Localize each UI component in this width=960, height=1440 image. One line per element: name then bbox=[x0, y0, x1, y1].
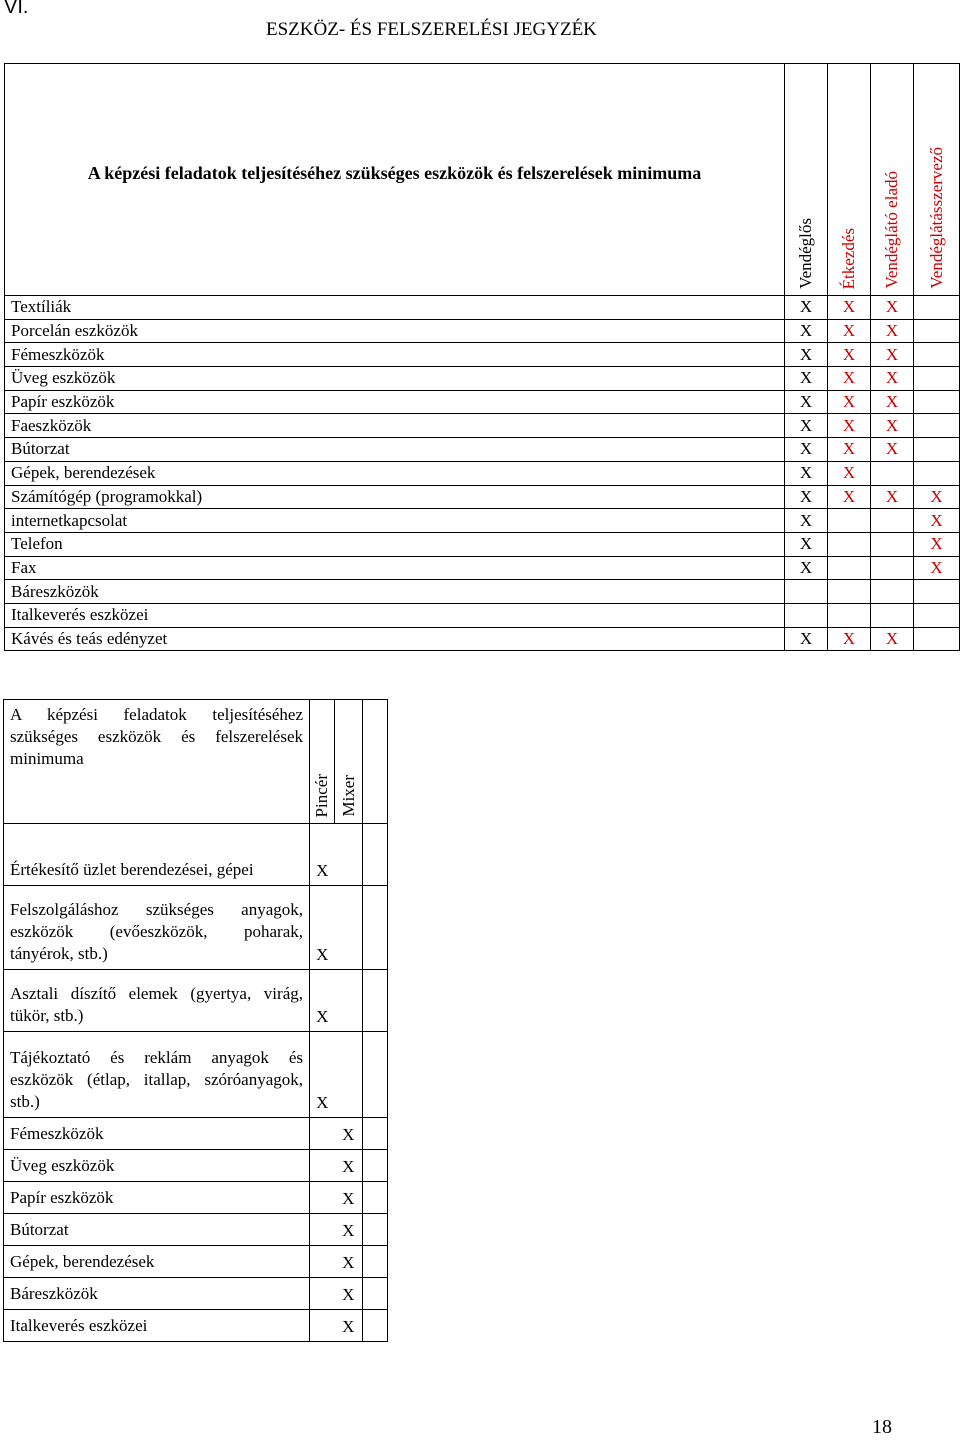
row-label: Papír eszközök bbox=[4, 1182, 310, 1214]
column-label: Vendéglátó eladó bbox=[882, 171, 901, 289]
table-row bbox=[5, 390, 960, 414]
mark-cell bbox=[914, 296, 960, 320]
mark-cell bbox=[310, 1214, 335, 1246]
mark-cell bbox=[828, 603, 871, 627]
table-row bbox=[5, 367, 960, 391]
empty-cell bbox=[363, 1118, 388, 1150]
mark-cell bbox=[828, 509, 871, 533]
mark-cell: X bbox=[914, 556, 960, 580]
row-label: internetkapcsolat bbox=[5, 509, 785, 533]
row-label: Bútorzat bbox=[5, 438, 785, 462]
mark-cell: X bbox=[785, 390, 828, 414]
table-row bbox=[5, 627, 960, 651]
mark-cell bbox=[335, 886, 363, 970]
mark-cell bbox=[914, 627, 960, 651]
column-label: Vendéglős bbox=[796, 218, 815, 289]
mark-cell: X bbox=[828, 438, 871, 462]
row-label: Üveg eszközök bbox=[5, 367, 785, 391]
mark-cell: X bbox=[828, 319, 871, 343]
mark-cell: X bbox=[871, 627, 914, 651]
table-row bbox=[4, 1278, 388, 1310]
table-row bbox=[5, 414, 960, 438]
row-label: Felszolgáláshoz szükséges anyagok, eszközök (evőeszközök, poharak, tányérok, stb.) bbox=[4, 886, 310, 970]
mark-cell bbox=[828, 580, 871, 604]
mark-cell bbox=[310, 1246, 335, 1278]
mark-cell: X bbox=[828, 485, 871, 509]
table-row bbox=[4, 1032, 388, 1118]
empty-cell bbox=[363, 970, 388, 1032]
table1-header-row bbox=[5, 64, 960, 296]
mark-cell: X bbox=[828, 343, 871, 367]
mark-cell: X bbox=[335, 1182, 363, 1214]
mark-cell bbox=[785, 580, 828, 604]
mark-cell: X bbox=[914, 532, 960, 556]
mark-cell: X bbox=[871, 438, 914, 462]
row-label: Fax bbox=[5, 556, 785, 580]
mark-cell: X bbox=[335, 1278, 363, 1310]
section-number: VI. bbox=[4, 0, 29, 18]
empty-cell bbox=[363, 1246, 388, 1278]
mark-cell bbox=[828, 556, 871, 580]
row-label: Értékesítő üzlet berendezései, gépei bbox=[4, 824, 310, 886]
page-number: 18 bbox=[872, 1416, 892, 1438]
mark-cell bbox=[785, 603, 828, 627]
mark-cell: X bbox=[871, 390, 914, 414]
table-row bbox=[5, 438, 960, 462]
row-label: Faeszközök bbox=[5, 414, 785, 438]
row-label: Kávés és teás edényzet bbox=[5, 627, 785, 651]
row-label: Telefon bbox=[5, 532, 785, 556]
row-label: Tájékoztató és reklám anyagok és eszközök (étlap, itallap, szóróanyagok, stb.) bbox=[4, 1032, 310, 1118]
mark-cell: X bbox=[335, 1150, 363, 1182]
mark-cell bbox=[310, 1310, 335, 1342]
mark-cell bbox=[310, 1118, 335, 1150]
table-row bbox=[4, 1182, 388, 1214]
mark-cell: X bbox=[785, 627, 828, 651]
equipment-table-2 bbox=[3, 699, 388, 1342]
column-header-vendeglatasszervezo bbox=[914, 64, 960, 296]
mark-cell bbox=[914, 580, 960, 604]
table-row bbox=[5, 556, 960, 580]
row-label: Üveg eszközök bbox=[4, 1150, 310, 1182]
mark-cell: X bbox=[335, 1214, 363, 1246]
column-header-vendeglos bbox=[785, 64, 828, 296]
mark-cell: X bbox=[914, 485, 960, 509]
empty-cell bbox=[363, 1032, 388, 1118]
table-row bbox=[4, 1246, 388, 1278]
row-label: Fémeszközök bbox=[4, 1118, 310, 1150]
empty-cell bbox=[363, 700, 388, 824]
mark-cell bbox=[871, 509, 914, 533]
table-row bbox=[4, 1214, 388, 1246]
table-row bbox=[5, 343, 960, 367]
empty-cell bbox=[363, 1214, 388, 1246]
row-label: Báreszközök bbox=[5, 580, 785, 604]
column-header-mixer bbox=[335, 700, 363, 824]
column-label: Étkezdés bbox=[839, 227, 858, 289]
row-label: Asztali díszítő elemek (gyertya, virág, tükör, stb.) bbox=[4, 970, 310, 1032]
mark-cell bbox=[914, 319, 960, 343]
mark-cell bbox=[914, 367, 960, 391]
row-label: Fémeszközök bbox=[5, 343, 785, 367]
table-row bbox=[4, 1310, 388, 1342]
table-row bbox=[4, 970, 388, 1032]
mark-cell: X bbox=[785, 509, 828, 533]
column-header-vendeglato-elado bbox=[871, 64, 914, 296]
mark-cell: X bbox=[335, 1310, 363, 1342]
mark-cell: X bbox=[871, 485, 914, 509]
row-label: Gépek, berendezések bbox=[5, 461, 785, 485]
mark-cell bbox=[871, 461, 914, 485]
mark-cell bbox=[871, 556, 914, 580]
mark-cell bbox=[310, 1278, 335, 1310]
mark-cell bbox=[914, 461, 960, 485]
column-header-etkezdes bbox=[828, 64, 871, 296]
table1-header-text: A képzési feladatok teljesítéséhez szükséges eszközök és felszerelések minimuma bbox=[5, 64, 785, 296]
mark-cell: X bbox=[310, 824, 335, 886]
mark-cell: X bbox=[785, 461, 828, 485]
mark-cell: X bbox=[335, 1118, 363, 1150]
empty-cell bbox=[363, 1278, 388, 1310]
document-title: ESZKÖZ- ÉS FELSZERELÉSI JEGYZÉK bbox=[266, 19, 597, 40]
mark-cell: X bbox=[785, 556, 828, 580]
mark-cell: X bbox=[785, 438, 828, 462]
table-row bbox=[5, 485, 960, 509]
mark-cell: X bbox=[335, 1246, 363, 1278]
mark-cell bbox=[310, 1150, 335, 1182]
mark-cell bbox=[335, 1032, 363, 1118]
mark-cell bbox=[335, 970, 363, 1032]
row-label: Italkeverés eszközei bbox=[5, 603, 785, 627]
mark-cell: X bbox=[871, 367, 914, 391]
mark-cell: X bbox=[310, 886, 335, 970]
table-row bbox=[5, 296, 960, 320]
mark-cell bbox=[914, 438, 960, 462]
mark-cell: X bbox=[785, 485, 828, 509]
table-row bbox=[5, 509, 960, 533]
empty-cell bbox=[363, 1310, 388, 1342]
mark-cell: X bbox=[871, 414, 914, 438]
row-label: Bútorzat bbox=[4, 1214, 310, 1246]
mark-cell: X bbox=[785, 319, 828, 343]
mark-cell: X bbox=[828, 390, 871, 414]
mark-cell: X bbox=[785, 296, 828, 320]
empty-cell bbox=[363, 1182, 388, 1214]
mark-cell bbox=[914, 390, 960, 414]
mark-cell: X bbox=[785, 414, 828, 438]
row-label: Italkeverés eszközei bbox=[4, 1310, 310, 1342]
mark-cell: X bbox=[871, 319, 914, 343]
table2-header-text: A képzési feladatok teljesítéséhez szükséges eszközök és felszerelések minimuma bbox=[4, 700, 310, 824]
row-label: Gépek, berendezések bbox=[4, 1246, 310, 1278]
mark-cell: X bbox=[828, 414, 871, 438]
mark-cell: X bbox=[828, 367, 871, 391]
table-row bbox=[5, 603, 960, 627]
row-label: Papír eszközök bbox=[5, 390, 785, 414]
mark-cell: X bbox=[785, 367, 828, 391]
mark-cell bbox=[828, 532, 871, 556]
mark-cell bbox=[310, 1182, 335, 1214]
row-label: Porcelán eszközök bbox=[5, 319, 785, 343]
table-row bbox=[5, 319, 960, 343]
row-label: Textíliák bbox=[5, 296, 785, 320]
table2-header-row bbox=[4, 700, 388, 824]
table-row bbox=[4, 886, 388, 970]
mark-cell: X bbox=[828, 627, 871, 651]
table-row bbox=[4, 1118, 388, 1150]
mark-cell: X bbox=[310, 970, 335, 1032]
column-header-pincer bbox=[310, 700, 335, 824]
column-label: Pincér bbox=[312, 773, 331, 817]
table-row bbox=[4, 1150, 388, 1182]
mark-cell bbox=[871, 532, 914, 556]
empty-cell bbox=[363, 886, 388, 970]
mark-cell: X bbox=[785, 343, 828, 367]
mark-cell: X bbox=[828, 461, 871, 485]
mark-cell bbox=[335, 824, 363, 886]
table-row bbox=[5, 461, 960, 485]
mark-cell bbox=[914, 603, 960, 627]
mark-cell bbox=[914, 414, 960, 438]
row-label: Számítógép (programokkal) bbox=[5, 485, 785, 509]
mark-cell: X bbox=[785, 532, 828, 556]
table-row bbox=[5, 580, 960, 604]
table-row bbox=[5, 532, 960, 556]
empty-cell bbox=[363, 824, 388, 886]
column-label: Vendéglátásszervező bbox=[926, 147, 946, 289]
empty-cell bbox=[363, 1150, 388, 1182]
mark-cell: X bbox=[310, 1032, 335, 1118]
column-label: Mixer bbox=[338, 775, 358, 817]
mark-cell: X bbox=[828, 296, 871, 320]
mark-cell: X bbox=[914, 509, 960, 533]
mark-cell bbox=[871, 603, 914, 627]
row-label: Báreszközök bbox=[4, 1278, 310, 1310]
equipment-table-1 bbox=[4, 63, 960, 651]
table-row bbox=[4, 824, 388, 886]
mark-cell: X bbox=[871, 296, 914, 320]
mark-cell bbox=[871, 580, 914, 604]
mark-cell bbox=[914, 343, 960, 367]
mark-cell: X bbox=[871, 343, 914, 367]
